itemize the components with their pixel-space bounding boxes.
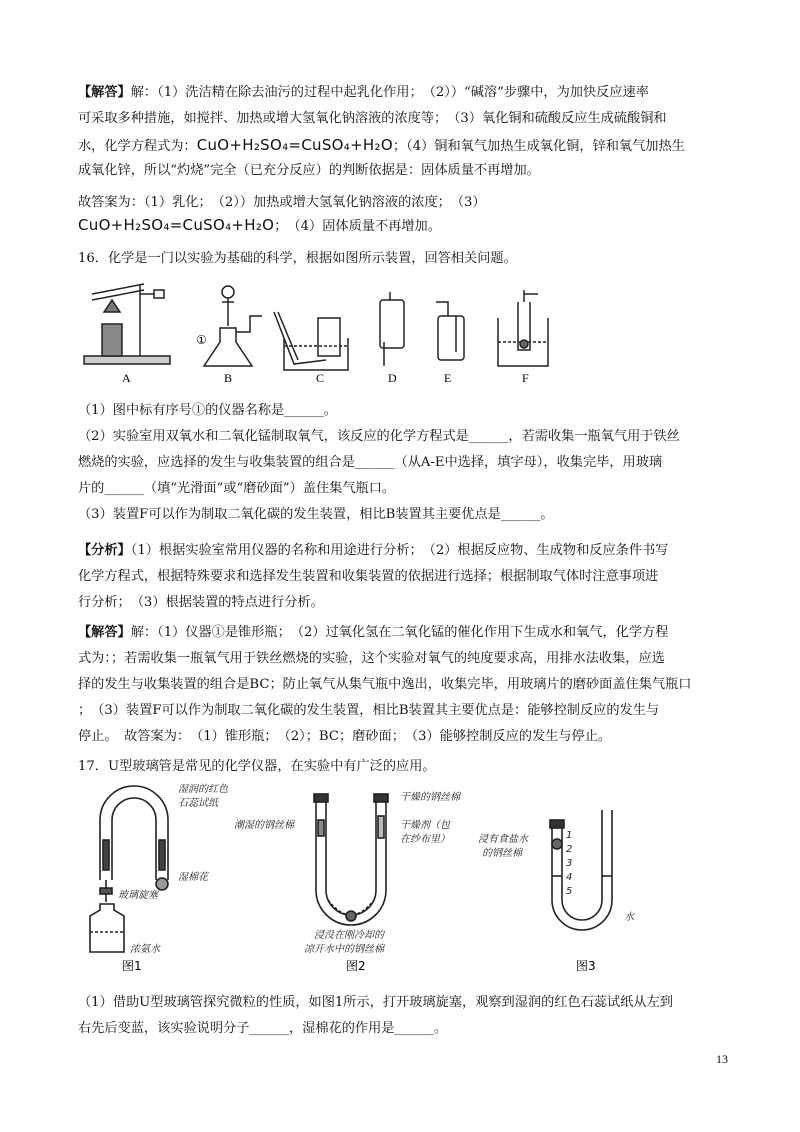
- label-b: B: [224, 371, 233, 385]
- fig3-tick-4: 4: [566, 872, 573, 883]
- marker-1: ①: [196, 333, 207, 347]
- q16-solution-line5: 停止。 故答案为： （1）锥形瓶； （2）；BC；磨砂面； （3）能够控制反应的发生与停止。: [78, 729, 612, 744]
- fig1-label-b: 石蕊试纸: [178, 798, 218, 809]
- figure-2-diagram: [314, 794, 388, 925]
- sol15-line3: [78, 132, 728, 160]
- sol15-answer-tail: ； （4）固体质量不再增加。: [274, 219, 441, 234]
- fig3-tick-2: 2: [566, 844, 573, 855]
- q16-analysis-line3: 行分析； （3）根据装置的特点进行分析。: [78, 595, 324, 610]
- label-e: E: [444, 371, 452, 385]
- q16-apparatus-figure: [78, 272, 568, 390]
- fig2-label-c: 干燥剂（包: [400, 820, 450, 831]
- fig2-caption: 图2: [346, 959, 366, 973]
- analysis-tag: 【分析】: [78, 543, 131, 558]
- fig3-caption: 图3: [576, 959, 596, 973]
- fig3-label-c: 水: [624, 912, 634, 923]
- q16-sub2-line3: 片的______（填“光滑面”或“磨砂面”）盖住集气瓶口。: [78, 481, 396, 496]
- fig1-label-e: 浓氨水: [130, 944, 160, 955]
- fig1-label-c: 湿棉花: [178, 872, 208, 883]
- fig1-label-d: 玻璃旋塞: [118, 890, 158, 901]
- chem-equation: CuO+H₂SO₄=CuSO₄+H₂O: [196, 136, 393, 154]
- apparatus-a: [84, 284, 170, 364]
- q16-solution-line4: ； （3）装置F可以作为制取二氧化碳的发生装置，相比B装置其主要优点是：能够控制反应的发生与: [78, 703, 660, 718]
- apparatus-d: [380, 292, 404, 366]
- figure-1-diagram: [90, 786, 168, 952]
- fig3-label-b: 的钢丝棉: [482, 848, 522, 859]
- q16-solution-line2: 式为：；若需收集一瓶氧气用于铁丝燃烧的实验，这个实验对氧气的纯度要求高，用排水法收集，应选: [78, 651, 665, 666]
- chem-equation-answer: CuO+H₂SO₄=CuSO₄+H₂O: [78, 216, 275, 234]
- q16-sub2-line1: （2）实验室用双氧水和二氧化锰制取氧气，该反应的化学方程式是______，若需收集一瓶氧气用于铁丝: [78, 429, 680, 444]
- q17-stem: 17．U型玻璃管是常见的化学仪器，在实验中有广泛的应用。: [78, 759, 436, 774]
- apparatus-c: [274, 312, 348, 370]
- q16-sub1: （1）图中标有序号①的仪器名称是______。: [78, 403, 337, 418]
- sol15-text-1: 解：（1）洗洁精在除去油污的过程中起乳化作用； （2））“碱溶”步骤中，为加快反应速率: [130, 85, 649, 100]
- fig3-tick-5: 5: [566, 886, 573, 897]
- q16-sub3: （3）装置F可以作为制取二氧化碳的发生装置，相比B装置其主要优点是______。: [78, 507, 554, 522]
- sol15-line2: 可采取多种措施，如搅拌、加热或增大氢氧化钠溶液的浓度等； （3）氧化铜和硫酸反应生成硫酸铜和: [78, 111, 667, 126]
- fig2-label-b: 潮湿的钢丝棉: [234, 820, 294, 831]
- fig3-tick-3: 3: [566, 858, 573, 869]
- apparatus-e: [436, 302, 464, 360]
- fig2-label-e: 浸没在刚冷却的: [314, 930, 384, 941]
- q17-sub1-line1: （1）借助U型玻璃管探究微粒的性质，如图1所示，打开玻璃旋塞，观察到湿润的红色石蕊试纸从左到: [78, 995, 673, 1010]
- q16-sub2-line2: 燃烧的实验，应选择的发生与收集装置的组合是______（从A-E中选择，填字母），收集完毕，用玻璃: [78, 455, 663, 470]
- q17-u-tube-figures: [78, 780, 728, 980]
- q16-analysis-line2: 化学方程式，根据特殊要求和选择发生装置和收集装置的依据进行选择；根据制取气体时注意事项进: [78, 569, 659, 584]
- sol15-answer-2: [78, 212, 728, 240]
- label-d: D: [388, 371, 397, 385]
- apparatus-f: [498, 290, 548, 366]
- q16-analysis-line1: [78, 538, 728, 564]
- label-c: C: [316, 371, 325, 385]
- apparatus-b: [204, 286, 262, 366]
- sol15-text-3a: 水，化学方程式为：: [78, 139, 197, 154]
- fig2-label-f: 凉开水中的钢丝棉: [304, 944, 384, 955]
- figure-3-diagram: [550, 810, 612, 930]
- fig1-label-a: 湿润的红色: [178, 784, 228, 795]
- q16-solution-line1: [78, 620, 728, 646]
- sol15-line1: [78, 80, 728, 106]
- solution-tag: 【解答】: [78, 85, 131, 100]
- fig3-label-a: 浸有食盐水: [478, 834, 528, 845]
- page-number: 13: [716, 1052, 728, 1066]
- q17-sub1-line2: 右先后变蓝，该实验说明分子______，湿棉花的作用是______。: [78, 1021, 448, 1036]
- q16-stem: 16．化学是一门以实验为基础的科学，根据如图所示装置，回答相关问题。: [78, 251, 517, 266]
- analysis-text-1: （1）根据实验室常用仪器的名称和用途进行分析； （2）根据反应物、生成物和反应条件书写: [130, 543, 669, 558]
- q16-solution-text-1: 解：（1）仪器①是锥形瓶； （2）过氧化氢在二氧化锰的催化作用下生成水和氧气，化学方程: [130, 625, 669, 640]
- fig3-tick-1: 1: [566, 830, 573, 841]
- solution-tag-16: 【解答】: [78, 625, 131, 640]
- sol15-answer-1: 故答案为：（1）乳化； （2））加热或增大氢氧化钠溶液的浓度； （3）: [78, 195, 486, 210]
- fig2-label-d: 在纱布里）: [400, 834, 450, 845]
- fig2-label-a: 干燥的钢丝棉: [400, 792, 460, 803]
- sol15-line4: 成氧化锌，所以“灼烧”完全（已充分反应）的判断依据是：固体质量不再增加。: [78, 163, 540, 178]
- label-f: F: [522, 371, 529, 385]
- fig1-caption: 图1: [122, 959, 142, 973]
- q16-solution-line3: 择的发生与收集装置的组合是BC；防止氧气从集气瓶中逸出，收集完毕，用玻璃片的磨砂面盖住集气瓶口: [78, 677, 692, 692]
- sol15-text-3b: ；（4）铜和氧气加热生成氧化铜，锌和氧气加热生: [392, 139, 685, 154]
- label-a: A: [122, 371, 131, 385]
